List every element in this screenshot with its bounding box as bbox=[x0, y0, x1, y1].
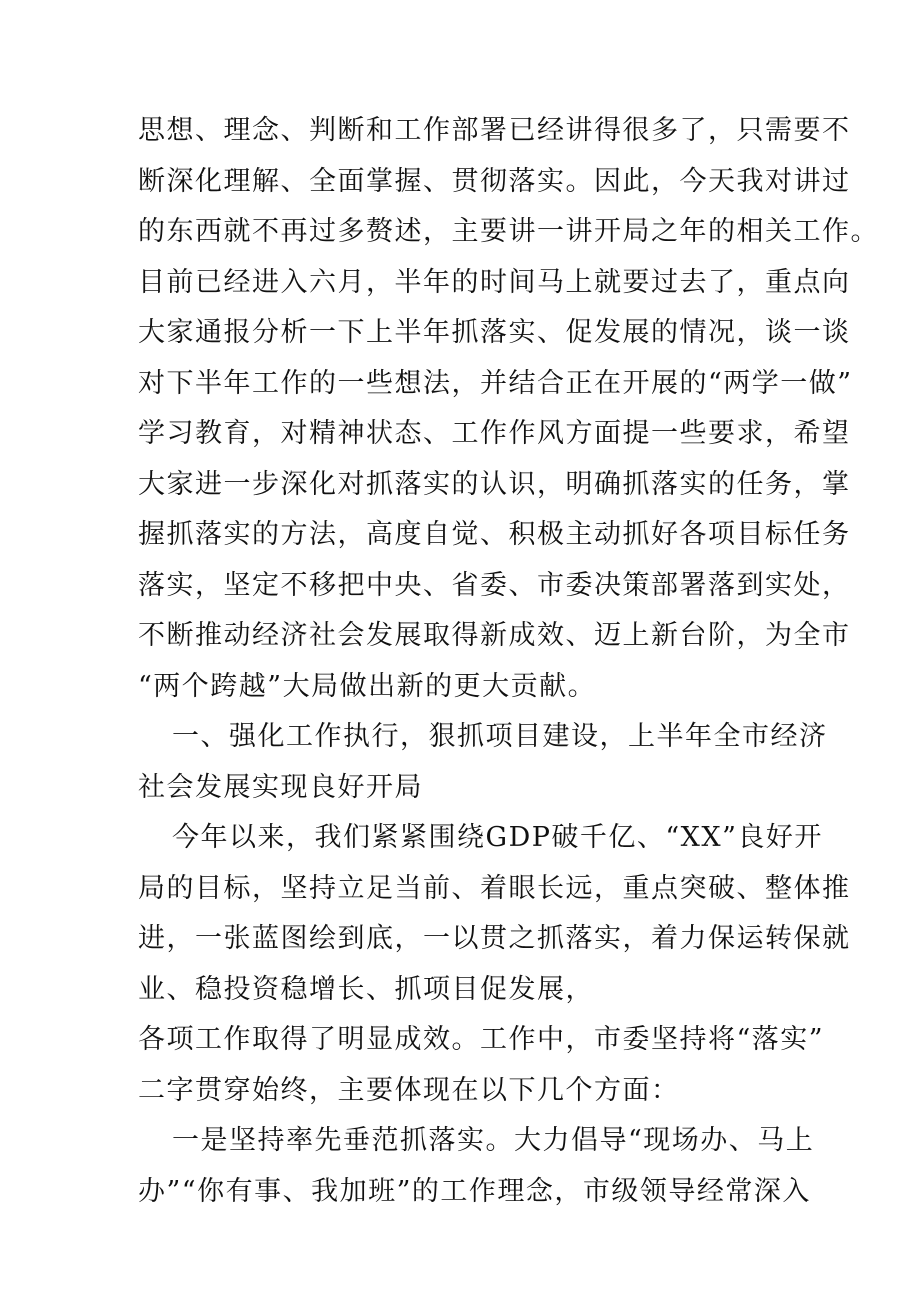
text-line-2: 断深化理解、全面掌握、贯彻落实。因此，今天我对讲过 bbox=[138, 166, 851, 197]
text-line-21: 一是坚持率先垂范抓落实。大力倡导“现场办、马上 bbox=[172, 1125, 815, 1156]
text-line-5: 大家通报分析一下上半年抓落实、促发展的情况，谈一谈 bbox=[138, 317, 851, 348]
text-line-22: 办”“你有事、我加班”的工作理念，市级领导经常深入 bbox=[138, 1176, 811, 1207]
text-line-18: 业、稳投资稳增长、抓项目促发展， bbox=[138, 974, 594, 1005]
section-heading-line-2: 社会发展实现良好开局 bbox=[138, 772, 423, 803]
text-line-20: 二字贯穿始终，主要体现在以下几个方面： bbox=[138, 1075, 680, 1106]
text-line-11: 不断推动经济社会发展取得新成效、迈上新台阶，为全市 bbox=[138, 620, 851, 651]
text-line-12: “两个跨越”大局做出新的更大贡献。 bbox=[138, 671, 597, 702]
section-heading-line-1: 一、强化工作执行，狠抓项目建设，上半年全市经济 bbox=[172, 721, 828, 752]
text-line-16: 局的目标，坚持立足当前、着眼长远，重点突破、整体推 bbox=[138, 873, 851, 904]
text-line-1: 思想、理念、判断和工作部署已经讲得很多了，只需要不 bbox=[138, 115, 851, 146]
text-line-19: 各项工作取得了明显成效。工作中，市委坚持将“落实” bbox=[138, 1024, 825, 1055]
text-line-6: 对下半年工作的一些想法，并结合正在开展的“两学一做” bbox=[138, 368, 853, 399]
text-line-17: 进，一张蓝图绘到底，一以贯之抓落实，着力保运转保就 bbox=[138, 923, 851, 954]
text-line-9: 握抓落实的方法，高度自觉、积极主动抓好各项目标任务 bbox=[138, 519, 851, 550]
text-line-4: 目前已经进入六月，半年的时间马上就要过去了，重点向 bbox=[138, 267, 851, 298]
text-line-15: 今年以来，我们紧紧围绕GDP破千亿、“XX”良好开 bbox=[172, 822, 823, 853]
text-line-7: 学习教育，对精神状态、工作作风方面提一些要求，希望 bbox=[138, 418, 851, 449]
text-line-10: 落实，坚定不移把中央、省委、市委决策部署落到实处， bbox=[138, 570, 851, 601]
text-line-3: 的东西就不再过多赘述，主要讲一讲开局之年的相关工作。 bbox=[138, 216, 879, 247]
text-line-8: 大家进一步深化对抓落实的认识，明确抓落实的任务，掌 bbox=[138, 469, 851, 500]
